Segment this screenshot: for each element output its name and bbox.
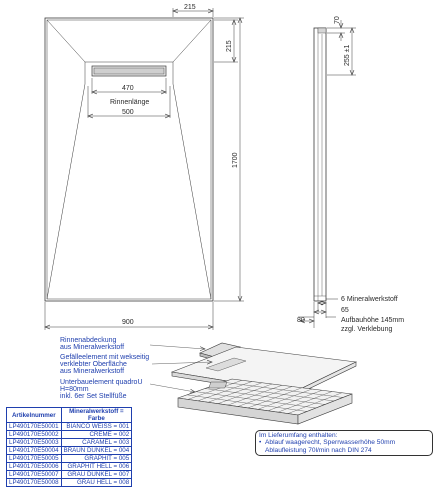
label-gefaelleelement: Gefälleelement mit wekseitig (60, 354, 150, 361)
tray-outline (45, 18, 213, 301)
exploded-view (172, 343, 356, 424)
article-table (6, 407, 132, 487)
cell-farbe: GRAU HELL = 008 (61, 479, 132, 487)
header-mineralwerkstoff: Mineralwerkstoff = Farbe (61, 408, 132, 423)
label-unterbau-hoehe: H=80mm (60, 386, 89, 393)
delivery-scope-box (255, 430, 433, 456)
label-unterbauelement: Unterbauelement quadroU (60, 379, 143, 386)
cell-artikelnummer: LP490170E50006 (7, 463, 62, 471)
dim-65: 65 (341, 307, 349, 314)
table-row (7, 431, 132, 439)
label-gefaelleelement-3: aus Mineralwerkstoff (60, 368, 125, 375)
table-row (7, 463, 132, 471)
label-stellfuesse: inkl. 6er Set Stellfüße (60, 393, 127, 400)
dim-70: 70 (334, 16, 341, 24)
label-rinnenabdeckung-material: aus Mineralwerkstoff (60, 344, 125, 351)
cell-farbe: GRAPHIT HELL = 006 (61, 463, 132, 471)
table-row (7, 439, 132, 447)
table-header-row (7, 408, 132, 423)
cell-farbe: GRAU DUNKEL = 007 (61, 471, 132, 479)
top-view (45, 18, 213, 301)
top-view-dimensions (45, 8, 244, 330)
dim-900: 900 (122, 319, 134, 326)
header-artikelnummer: Artikelnummer (7, 408, 62, 423)
dim-1700: 1700 (232, 152, 239, 168)
dim-500: 500 (122, 109, 134, 116)
cell-farbe: CARAMEL = 003 (61, 439, 132, 447)
dim-470: 470 (122, 85, 134, 92)
cell-artikelnummer: LP490170E50001 (7, 423, 62, 431)
dim-80: 80 (297, 317, 305, 324)
cell-artikelnummer: LP490170E50003 (7, 439, 62, 447)
zzgl-verklebung: zzgl. Verklebung (341, 326, 393, 333)
table-row (7, 423, 132, 431)
cell-farbe: CREME = 002 (61, 431, 132, 439)
dim-215-top: 215 (184, 4, 196, 11)
dim-255: 255 ±1 (344, 44, 351, 66)
table-row (7, 479, 132, 487)
cell-farbe: BIANCO WEISS = 001 (61, 423, 132, 431)
scope-item: • Ablauf waagerecht, Sperrwasserhöhe 50mm (259, 439, 429, 446)
table-row (7, 471, 132, 479)
label-rinnenabdeckung: Rinnenabdeckung (60, 337, 117, 344)
cell-artikelnummer: LP490170E50008 (7, 479, 62, 487)
table-row (7, 455, 132, 463)
aufbauhoehe: Aufbauhöhe 145mm (341, 317, 405, 324)
cell-farbe: GRAPHIT = 005 (61, 455, 132, 463)
dim-6-mineralwerkstoff: 6 Mineralwerkstoff (341, 296, 398, 303)
cell-artikelnummer: LP490170E50002 (7, 431, 62, 439)
scope-item: Ablaufleistung 70l/min nach DIN 274 (265, 446, 372, 454)
cell-farbe: BRAUN DUNKEL = 004 (61, 447, 132, 455)
side-outline (314, 28, 326, 301)
cell-artikelnummer: LP490170E50007 (7, 471, 62, 479)
side-view (314, 28, 326, 301)
table-row (7, 447, 132, 455)
cell-artikelnummer: LP490170E50005 (7, 455, 62, 463)
dim-215-side: 215 (226, 40, 233, 52)
cell-artikelnummer: LP490170E50004 (7, 447, 62, 455)
label-gefaelleelement-2: verklebter Oberfläche (60, 361, 127, 368)
dim-rinnenlaenge: Rinnenlänge (110, 99, 150, 106)
scope-title: Im Lieferumfang enthalten: (259, 432, 338, 439)
base-element (178, 379, 352, 424)
